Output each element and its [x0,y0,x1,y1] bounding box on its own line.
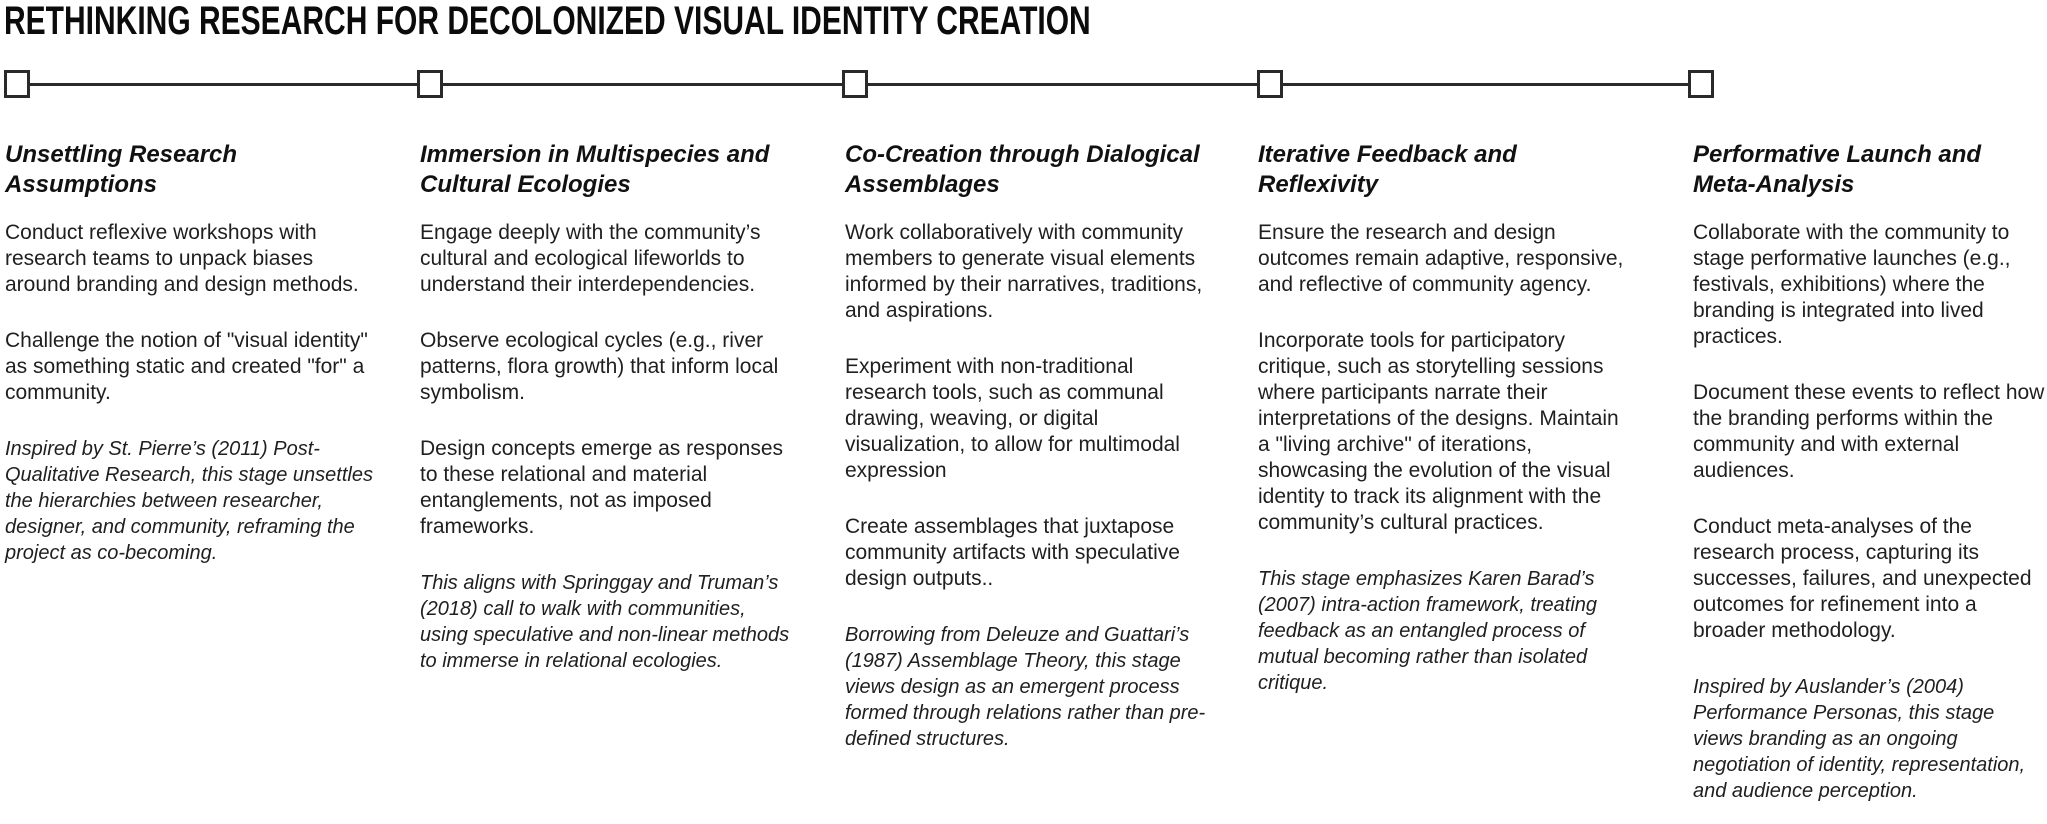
process-timeline [0,0,2047,110]
stage-3-heading: Co-Creation through Dialogical Assemblages [845,141,1200,198]
stage-3-theory-note: Borrowing from Deleuze and Guattari’s (1987) Assemblage Theory, this stage views design as an emergent process formed through relations rather than pre-defined structures. [845,624,1206,750]
stage-4-paragraph-2: Incorporate tools for participatory critique, such as storytelling sessions where participants narrate their interpretations of the designs. Maintain a "living archive" of iterations, showcasing the evolution of the visual identity to track its alignment with the community’s cultural practices. [1258,329,1619,534]
stage-2-theory-note: This aligns with Springgay and Truman’s (2018) call to walk with communities, using speculative and non-linear methods to immerse in relational ecologies. [420,572,790,672]
stage-1-paragraph-1: Conduct reflexive workshops with research teams to unpack biases around branding and design methods. [5,221,359,296]
stage-5-paragraph-2: Document these events to reflect how the branding performs within the community and with external audiences. [1693,381,2045,482]
stage-column-1 [5,140,373,566]
timeline-marker-stage-5 [1688,70,1714,98]
timeline-marker-stage-1 [4,70,30,98]
stage-column-4 [1258,140,1628,696]
stage-1-heading: Unsettling Research Assumptions [5,141,238,198]
stage-1-theory-note: Inspired by St. Pierre’s (2011) Post-Qualitative Research, this stage unsettles the hierarchies between researcher, designer, and community, reframing the project as co-becoming. [5,438,373,564]
stage-4-heading: Iterative Feedback and Reflexivity [1258,141,1517,198]
stage-2-paragraph-2: Observe ecological cycles (e.g., river patterns, flora growth) that inform local symbolism. [420,329,779,404]
stage-5-heading: Performative Launch and Meta-Analysis [1693,141,1982,198]
stage-2-paragraph-1: Engage deeply with the community’s cultural and ecological lifeworlds to understand their interdependencies. [420,221,761,296]
stage-5-paragraph-1: Collaborate with the community to stage performative launches (e.g., festivals, exhibitions) where the branding is integrated into lived practices. [1693,221,2011,348]
timeline-marker-stage-3 [842,70,868,98]
stage-3-paragraph-2: Experiment with non-traditional research tools, such as communal drawing, weaving, or digital visualization, to allow for multimodal expression [845,355,1180,482]
timeline-marker-stage-4 [1257,70,1283,98]
stage-2-heading: Immersion in Multispecies and Cultural Ecologies [420,141,770,198]
stage-3-paragraph-3: Create assemblages that juxtapose community artifacts with speculative design outputs.. [845,515,1180,590]
page-title: RETHINKING RESEARCH FOR DECOLONIZED VISUAL IDENTITY CREATION [4,0,1091,43]
stage-3-paragraph-1: Work collaboratively with community members to generate visual elements informed by their narratives, traditions, and aspirations. [845,221,1203,322]
stage-column-3 [845,140,1213,752]
stage-4-theory-note: This stage emphasizes Karen Barad’s (2007) intra-action framework, treating feedback as an entangled process of mutual becoming rather than isolated critique. [1258,568,1598,694]
stage-5-paragraph-3: Conduct meta-analyses of the research process, capturing its successes, failures, and unexpected outcomes for refinement into a broader methodology. [1693,515,2032,642]
stage-column-5 [1693,140,2047,804]
stage-1-paragraph-2: Challenge the notion of "visual identity" as something static and created "for" a community. [5,329,368,404]
stage-4-paragraph-1: Ensure the research and design outcomes remain adaptive, responsive, and reflective of community agency. [1258,221,1624,296]
stage-column-2 [420,140,792,674]
stage-2-paragraph-3: Design concepts emerge as responses to these relational and material entanglements, not as imposed frameworks. [420,437,784,538]
stage-5-theory-note: Inspired by Auslander’s (2004) Performance Personas, this stage views branding as an ongoing negotiation of identity, representation, and audience perception. [1693,676,2026,802]
timeline-marker-stage-2 [417,70,443,98]
